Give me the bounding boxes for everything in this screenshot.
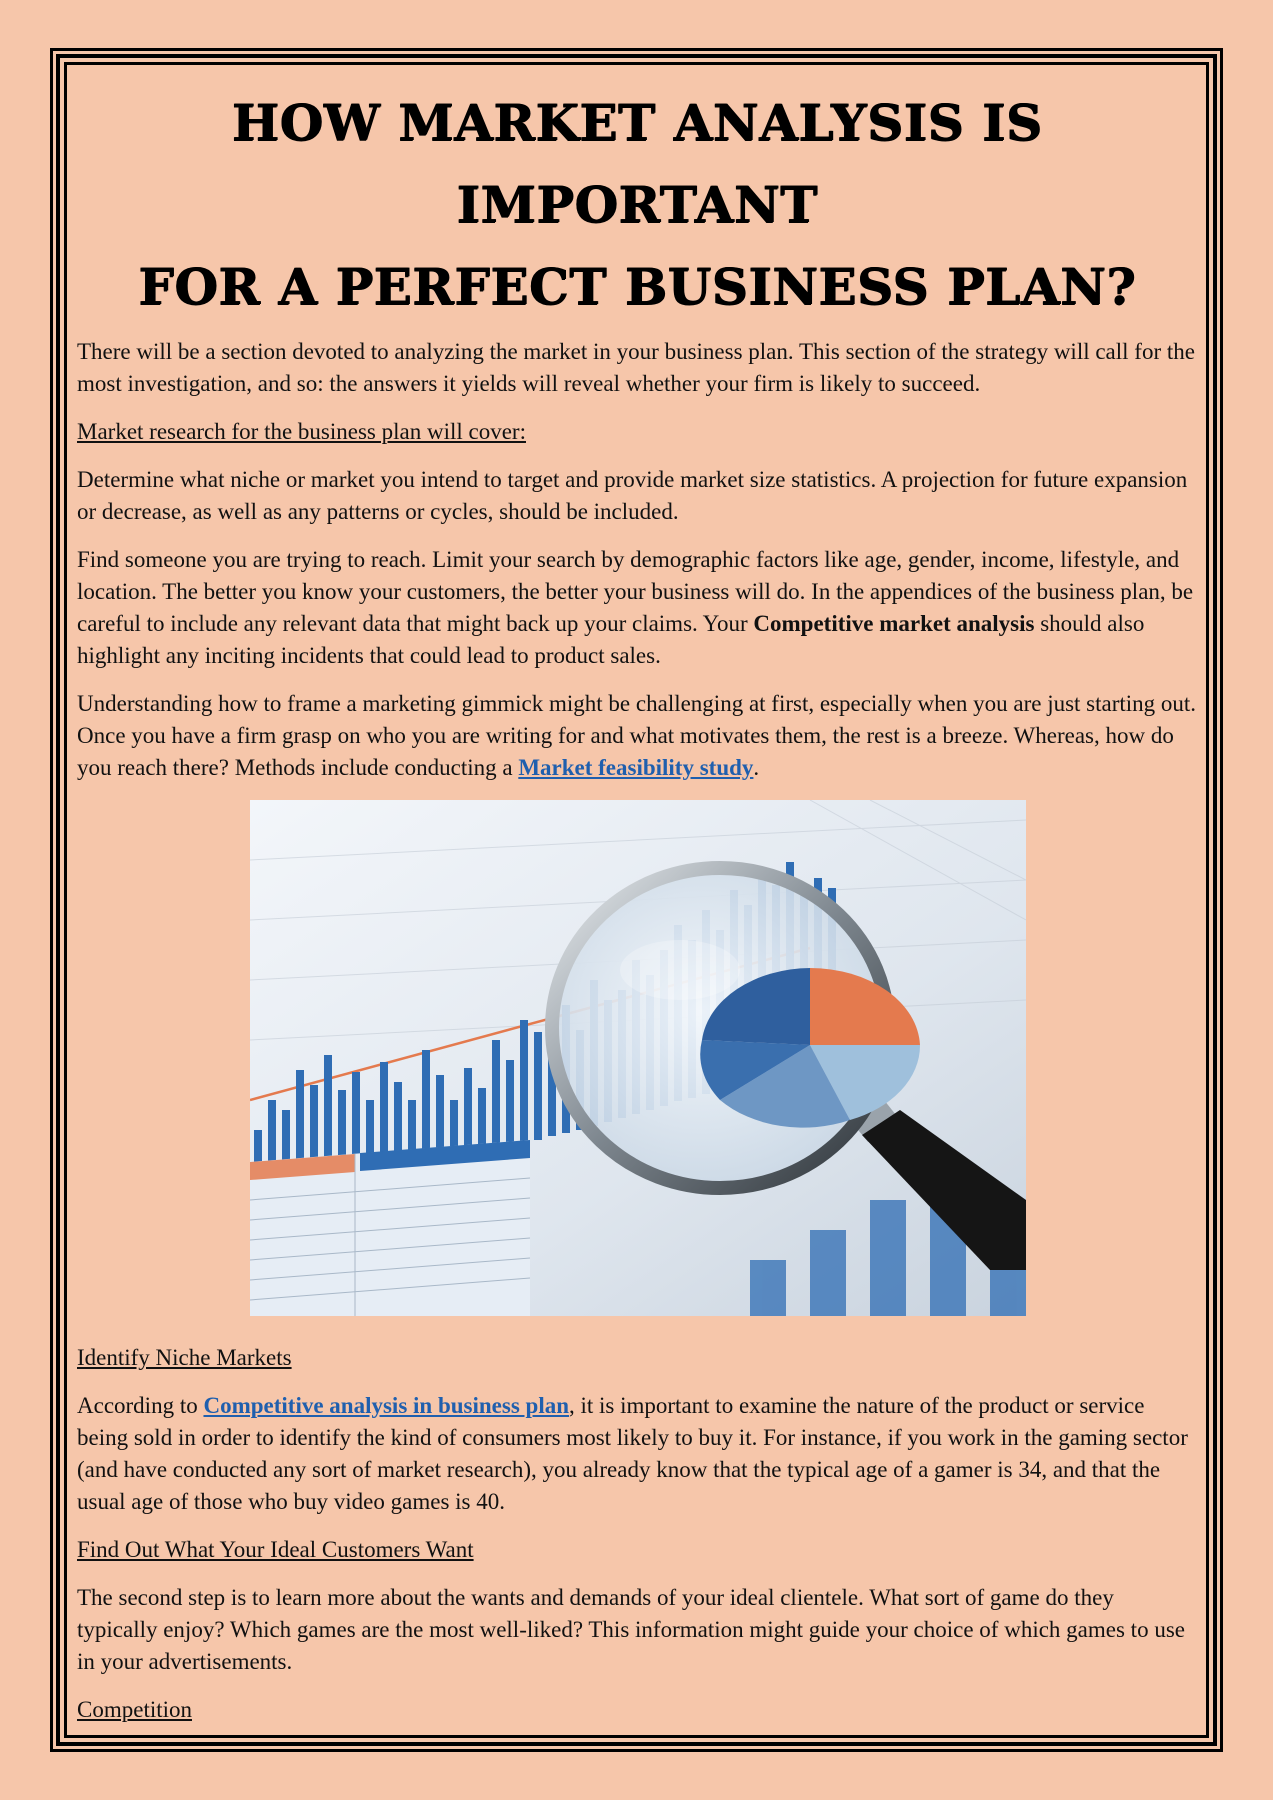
title-line-1: HOW MARKET ANALYSIS IS IMPORTANT xyxy=(231,93,1043,234)
paragraph-marketing-text: Understanding how to frame a marketing gimmick might be challenging at first, especially when you are just starting out. Once you have a firm grasp on who you are writing for and what motivates them, the rest is a breeze. Whereas, how do you reach there? Methods include conducting a xyxy=(77,691,1197,780)
paragraph-audience-text: Find someone you are trying to reach. Limit your search by demographic factors like age, gender, income, lifestyle, and location. The better you know your customers, the better your business will do. In the appendices of the business plan, be careful to include any relevant data that might back up your claims. Your xyxy=(77,547,1194,636)
article xyxy=(77,82,1197,1742)
paragraph-target-market: Determine what niche or market you intend to target and provide market size statistics. A projection for future expansion or decrease, as well as any patterns or cycles, should be included. xyxy=(77,467,1188,524)
paragraph-audience-text-end: should also highlight any inciting incidents that could lead to product sales. xyxy=(77,611,1145,668)
paragraph-ideal-customers: The second step is to learn more about the wants and demands of your ideal clientele. What sort of game do they typically enjoy? Which games are the most well-liked? This information might guide your choice of which games to use in your advertisements. xyxy=(77,1585,1185,1674)
title-line-2: FOR A PERFECT BUSINESS PLAN? xyxy=(138,257,1136,316)
market-feasibility-study-link[interactable]: Market feasibility study xyxy=(518,755,754,780)
intro-paragraph: There will be a section devoted to analyzing the market in your business plan. This section of the strategy will call for the most investigation, and so: the answers it yields will reveal whether your firm is likely to succeed. xyxy=(77,339,1195,396)
paragraph-niche-markets xyxy=(77,1390,1197,1518)
magnifier-over-charts-photo xyxy=(250,800,1026,1316)
data-table xyxy=(250,1140,530,1316)
competitive-analysis-link[interactable]: Competitive analysis in business plan xyxy=(203,1393,569,1418)
paragraph-niche-text-end: , it is important to examine the nature of the product or service being sold in order to identify the kind of consumers most likely to buy it. For instance, if you work in the gaming sector (and have conducted any sort of market research), you already know that the typical age of a gamer is 34, and that the usual age of those who buy video games is 40. xyxy=(77,1393,1188,1514)
paragraph-marketing-text-end: . xyxy=(753,755,760,780)
section-heading-identify-niche: Identify Niche Markets xyxy=(77,1345,292,1370)
section-heading-ideal-customers: Find Out What Your Ideal Customers Want xyxy=(77,1537,474,1562)
section-heading-competition: Competition xyxy=(77,1697,192,1722)
paragraph-marketing-gimmick xyxy=(77,688,1197,784)
page-title xyxy=(77,82,1197,328)
paragraph-audience xyxy=(77,544,1197,672)
paragraph-niche-text: According to xyxy=(77,1393,204,1418)
bold-competitive-market-analysis: Competitive market analysis xyxy=(753,611,1035,636)
section-heading-market-research: Market research for the business plan will cover: xyxy=(77,419,526,444)
